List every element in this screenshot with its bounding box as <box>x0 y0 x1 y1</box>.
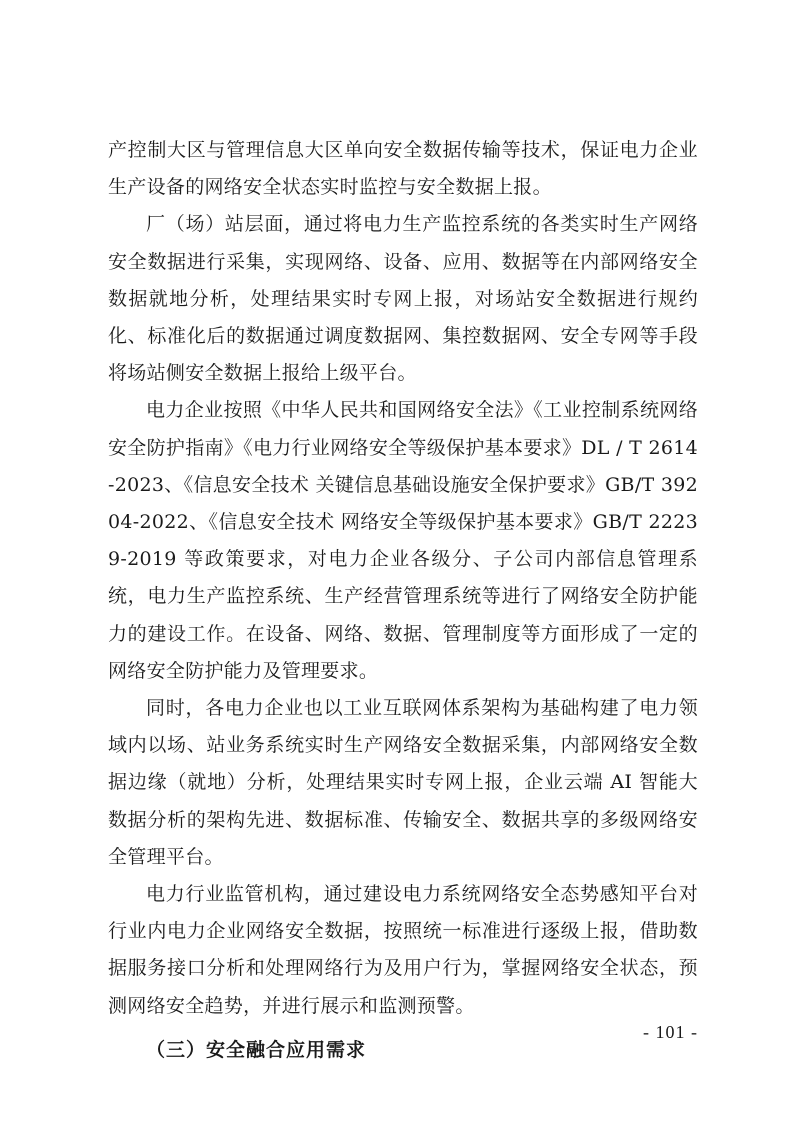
page-number: - 101 - <box>643 1022 698 1042</box>
paragraph-compliance: 电力企业按照《中华人民共和国网络安全法》《工业控制系统网络安全防护指南》《电力行业网络安全等级保护基本要求》DL / T 2614-2023、《信息安全技术 关键信息基础设施安全保护要求》GB/T 39204-2022、《信息安全技术 网络安全等级保护基本要求》GB/T 22239-2019 等政策要求，对电力企业各级分、子公司内部信息管理系统，电力生产监控系统、生产经营管理系统等进行了网络安全防护能力的建设工作。在设备、网络、数据、管理制度等方面形成了一定的网络安全防护能力及管理要求。 <box>108 399 698 682</box>
section-heading: （三）安全融合应用需求 <box>146 1038 367 1061</box>
paragraph-station-level: 厂（场）站层面，通过将电力生产监控系统的各类实时生产网络安全数据进行采集，实现网络、设备、应用、数据等在内部网络安全数据就地分析，处理结果实时专网上报，对场站安全数据进行规约化、标准化后的数据通过调度数据网、集控数据网、安全专网等手段将场站侧安全数据上报给上级平台。 <box>108 213 698 385</box>
paragraph-regulator: 电力行业监管机构，通过建设电力系统网络安全态势感知平台对行业内电力企业网络安全数据，按照统一标准进行逐级上报，借助数据服务接口分析和处理网络行为及用户行为，掌握网络安全状态，预测网络安全趋势，并进行展示和监测预警。 <box>108 883 698 1017</box>
paragraph-industrial-internet: 同时，各电力企业也以工业互联网体系架构为基础构建了电力领域内以场、站业务系统实时生产网络安全数据采集，内部网络安全数据边缘（就地）分析，处理结果实时专网上报，企业云端 AI 智能大数据分析的架构先进、数据标准、传输安全、数据共享的多级网络安全管理平台。 <box>108 697 698 868</box>
body-text <box>108 132 698 1069</box>
paragraph-continuation: 产控制大区与管理信息大区单向安全数据传输等技术，保证电力企业生产设备的网络安全状态实时监控与安全数据上报。 <box>108 139 698 199</box>
